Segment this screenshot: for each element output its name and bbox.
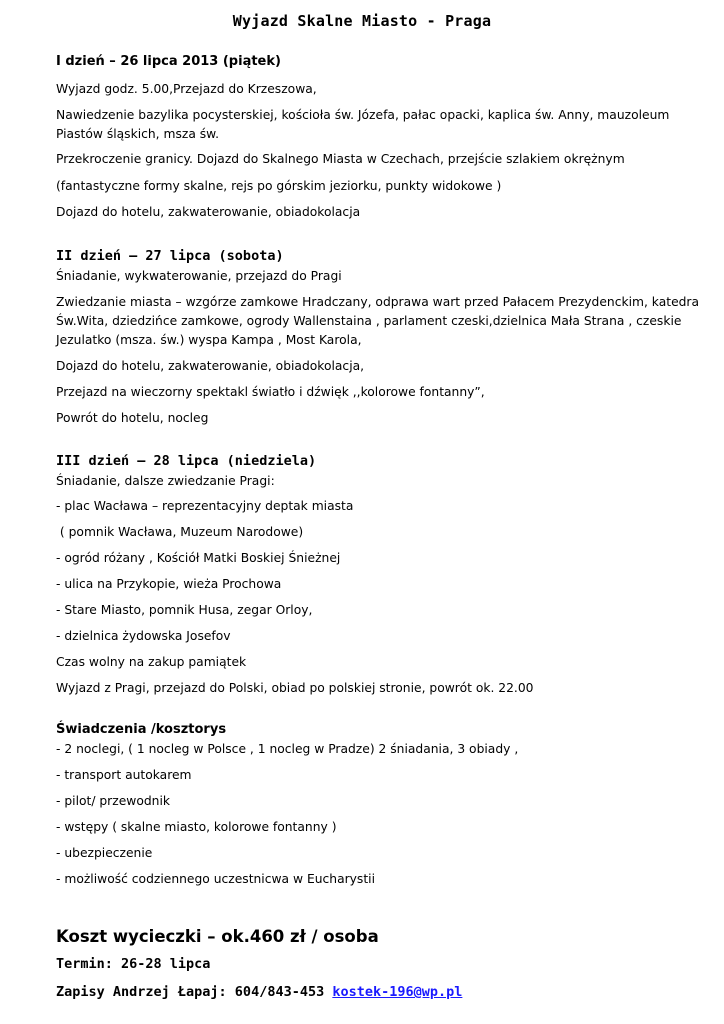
day3-heading: III dzień – 28 lipca (niedziela): [56, 453, 317, 469]
cost-line: Koszt wycieczki – ok.460 zł / osoba: [56, 927, 379, 946]
day3-line-6: - Stare Miasto, pomnik Husa, zegar Orloy,: [56, 603, 313, 617]
services-heading: Świadczenia /kosztorys: [56, 722, 227, 737]
services-line-4: - wstępy ( skalne miasto, kolorowe fontanny ): [56, 820, 337, 834]
signup-line: [56, 984, 462, 1000]
page-title: Wyjazd Skalne Miasto - Praga: [232, 12, 492, 30]
day2-line-5: Powrót do hotelu, nocleg: [56, 411, 209, 425]
term-line: Termin: 26-28 lipca: [56, 956, 211, 972]
day3-line-1: Śniadanie, dalsze zwiedzanie Pragi:: [56, 474, 275, 488]
day3-line-9: Wyjazd z Pragi, przejazd do Polski, obiad po polskiej stronie, powrót ok. 22.00: [56, 681, 534, 695]
day3-line-5: - ulica na Przykopie, wieża Prochowa: [56, 577, 282, 591]
day2-line-4: Przejazd na wieczorny spektakl światło i dźwięk ,,kolorowe fontanny”,: [56, 385, 485, 399]
day1-line-4: (fantastyczne formy skalne, rejs po górskim jeziorku, punkty widokowe ): [56, 179, 502, 193]
day3-line-3: ( pomnik Wacława, Muzeum Narodowe): [56, 525, 304, 539]
day3-line-2: - plac Wacława – reprezentacyjny deptak miasta: [56, 499, 354, 513]
email-link[interactable]: kostek-196@wp.pl: [332, 984, 463, 1000]
day1-heading: I dzień – 26 lipca 2013 (piątek): [56, 54, 281, 69]
services-line-6: - możliwość codziennego uczestnicwa w Eucharystii: [56, 872, 375, 886]
day3-line-8: Czas wolny na zakup pamiątek: [56, 655, 247, 669]
day1-line-5: Dojazd do hotelu, zakwaterowanie, obiadokolacja: [56, 205, 361, 219]
day2-line-1: Śniadanie, wykwaterowanie, przejazd do Pragi: [56, 269, 342, 283]
day1-line-2: Nawiedzenie bazylika pocysterskiej, kościoła św. Józefa, pałac opacki, kaplica św. Anny, mauzoleum Piastów śląskich, msza św.: [56, 108, 670, 141]
signup-label: Zapisy Andrzej Łapaj: 604/843-453: [56, 984, 333, 1000]
services-line-1: - 2 noclegi, ( 1 nocleg w Polsce , 1 nocleg w Pradze) 2 śniadania, 3 obiady ,: [56, 742, 519, 756]
services-line-5: - ubezpieczenie: [56, 846, 153, 860]
day3-line-4: - ogród różany , Kościół Matki Boskiej Śnieżnej: [56, 551, 341, 565]
day2-line-3: Dojazd do hotelu, zakwaterowanie, obiadokolacja,: [56, 359, 365, 373]
day2-line-2: Zwiedzanie miasta – wzgórze zamkowe Hradczany, odprawa wart przed Pałacem Prezydenckim, katedra Św.Wita, dziedzińce zamkowe, ogrody Wallenstaina , parlament czeski,dzielnica Mała Strana , czeskie Jezulatko (msza. św.) wyspa Kampa , Most Karola,: [56, 295, 700, 347]
day3-line-7: - dzielnica żydowska Josefov: [56, 629, 231, 643]
day1-line-3: Przekroczenie granicy. Dojazd do Skalnego Miasta w Czechach, przejście szlakiem okrężnym: [56, 152, 625, 166]
services-line-2: - transport autokarem: [56, 768, 192, 782]
services-line-3: - pilot/ przewodnik: [56, 794, 170, 808]
day2-heading: II dzień – 27 lipca (sobota): [56, 248, 284, 264]
day1-line-1: Wyjazd godz. 5.00,Przejazd do Krzeszowa,: [56, 82, 317, 96]
